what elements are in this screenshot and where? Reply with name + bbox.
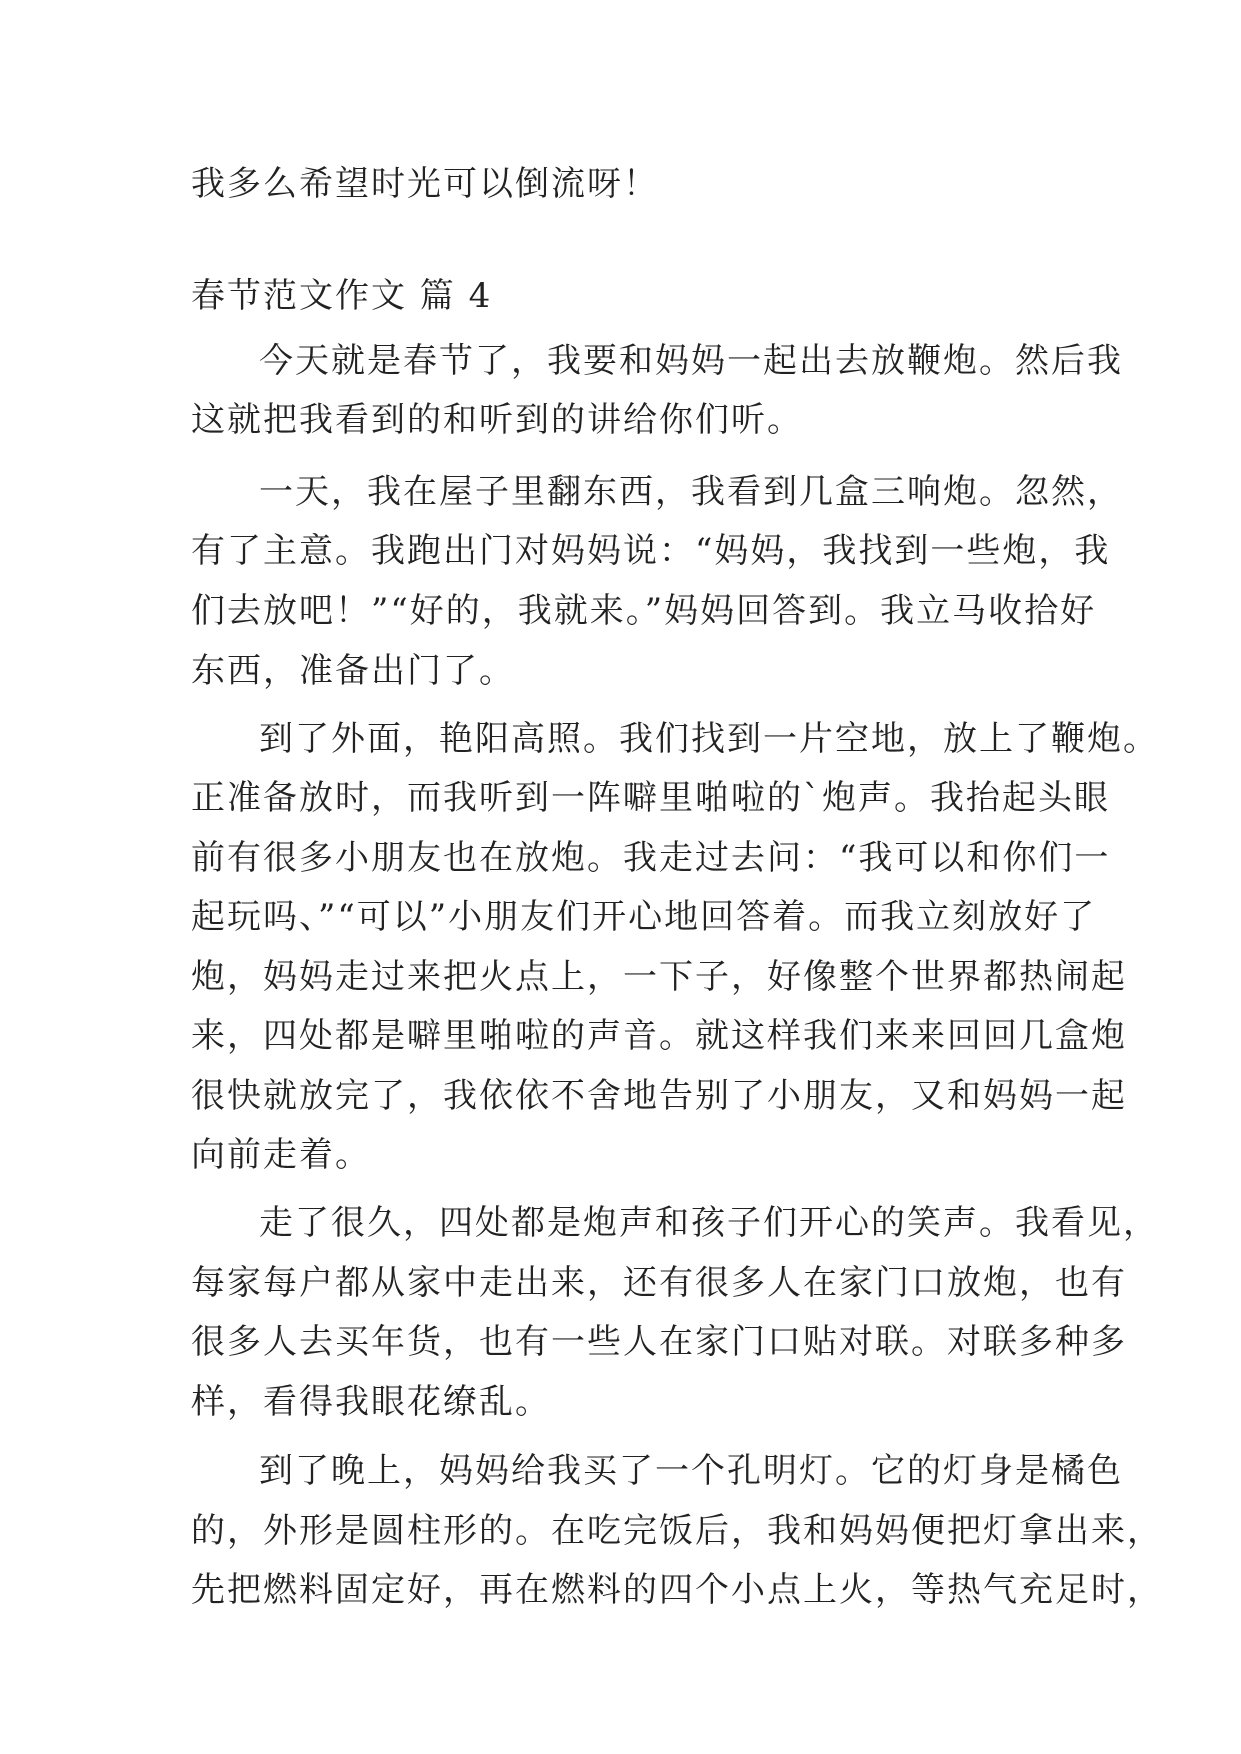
- text-line: 到了晚上，妈妈给我买了一个孔明灯。它的灯身是橘色: [259, 1451, 1123, 1491]
- text-line: 这就把我看到的和听到的讲给你们听。: [191, 400, 803, 440]
- text-line: 东西，准备出门了。: [191, 651, 515, 691]
- text-line: 前有很多小朋友也在放炮。我走过去问：“我可以和你们一: [191, 838, 1111, 878]
- text-line: 起玩吗、”“可以”小朋友们开心地回答着。而我立刻放好了: [191, 897, 1097, 937]
- text-line: 正准备放时，而我听到一阵噼里啪啦的`炮声。我抬起头眼: [191, 778, 1110, 818]
- section-heading: 春节范文作文 篇 4: [191, 276, 493, 316]
- text-line: 走了很久，四处都是炮声和孩子们开心的笑声。我看见，: [259, 1203, 1159, 1243]
- text-line: 来，四处都是噼里啪啦的声音。就这样我们来来回回几盒炮: [191, 1016, 1127, 1056]
- text-line: 向前走着。: [191, 1135, 371, 1175]
- text-line: 今天就是春节了，我要和妈妈一起出去放鞭炮。然后我: [259, 341, 1123, 381]
- text-line: 炮，妈妈走过来把火点上，一下子，好像整个世界都热闹起: [191, 957, 1127, 997]
- text-line: 样，看得我眼花缭乱。: [191, 1382, 551, 1422]
- text-line: 一天，我在屋子里翻东西，我看到几盒三响炮。忽然，: [259, 472, 1123, 512]
- text-line: 们去放吧！”“好的，我就来。”妈妈回答到。我立马收拾好: [191, 591, 1097, 631]
- text-line: 很多人去买年货，也有一些人在家门口贴对联。对联多种多: [191, 1322, 1127, 1362]
- text-line: 我多么希望时光可以倒流呀！: [191, 164, 659, 204]
- text-line: 每家每户都从家中走出来，还有很多人在家门口放炮，也有: [191, 1263, 1127, 1303]
- text-line: 到了外面，艳阳高照。我们找到一片空地，放上了鞭炮。: [259, 719, 1159, 759]
- text-line: 先把燃料固定好，再在燃料的四个小点上火，等热气充足时，: [191, 1570, 1163, 1610]
- text-line: 有了主意。我跑出门对妈妈说：“妈妈，我找到一些炮，我: [191, 531, 1111, 571]
- text-line: 的，外形是圆柱形的。在吃完饭后，我和妈妈便把灯拿出来，: [191, 1511, 1163, 1551]
- text-line: 很快就放完了，我依依不舍地告别了小朋友，又和妈妈一起: [191, 1076, 1127, 1116]
